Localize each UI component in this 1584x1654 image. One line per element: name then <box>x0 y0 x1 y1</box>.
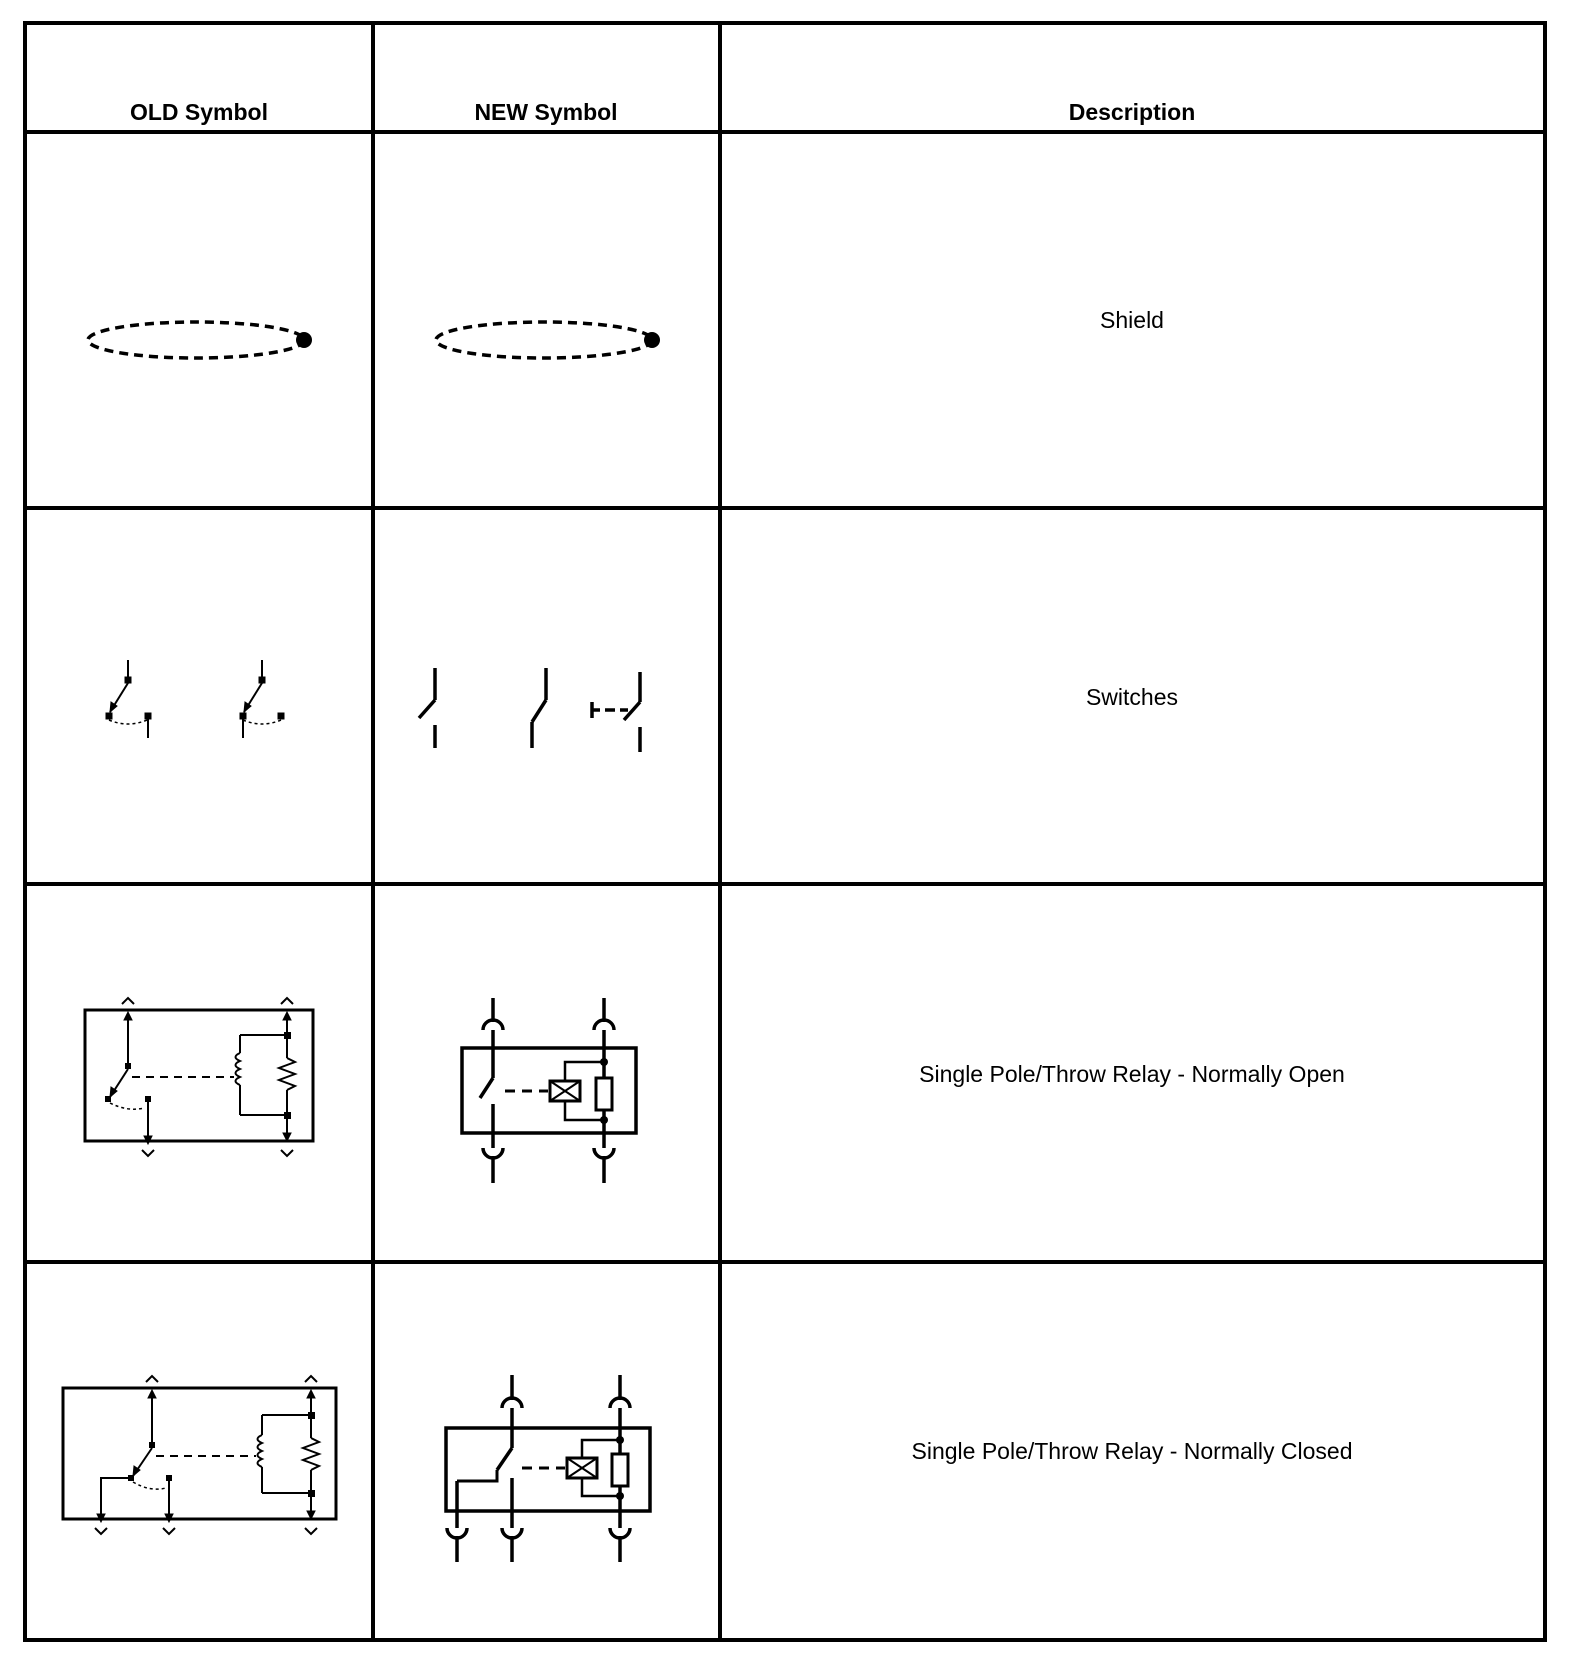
header-old-symbol: OLD Symbol <box>129 99 269 125</box>
description-relay-normally-open: Single Pole/Throw Relay - Normally Open <box>919 1061 1345 1087</box>
new-shield-icon <box>436 322 660 358</box>
old-relay-normally-open-icon <box>85 998 313 1156</box>
description-shield: Shield <box>1100 307 1164 333</box>
description-switches: Switches <box>1085 684 1179 710</box>
new-relay-normally-closed-icon <box>446 1375 650 1562</box>
old-switches-icon <box>106 660 284 738</box>
old-shield-icon <box>88 322 312 358</box>
description-relay-normally-closed: Single Pole/Throw Relay - Normally Closed <box>911 1438 1353 1464</box>
header-new-symbol: NEW Symbol <box>474 99 618 125</box>
new-switches-icon <box>419 668 640 752</box>
table-header <box>130 99 1195 125</box>
old-relay-normally-closed-icon <box>63 1376 336 1534</box>
header-description: Description <box>1068 99 1196 125</box>
new-relay-normally-open-icon <box>462 998 636 1183</box>
table-grid <box>25 23 1545 1640</box>
